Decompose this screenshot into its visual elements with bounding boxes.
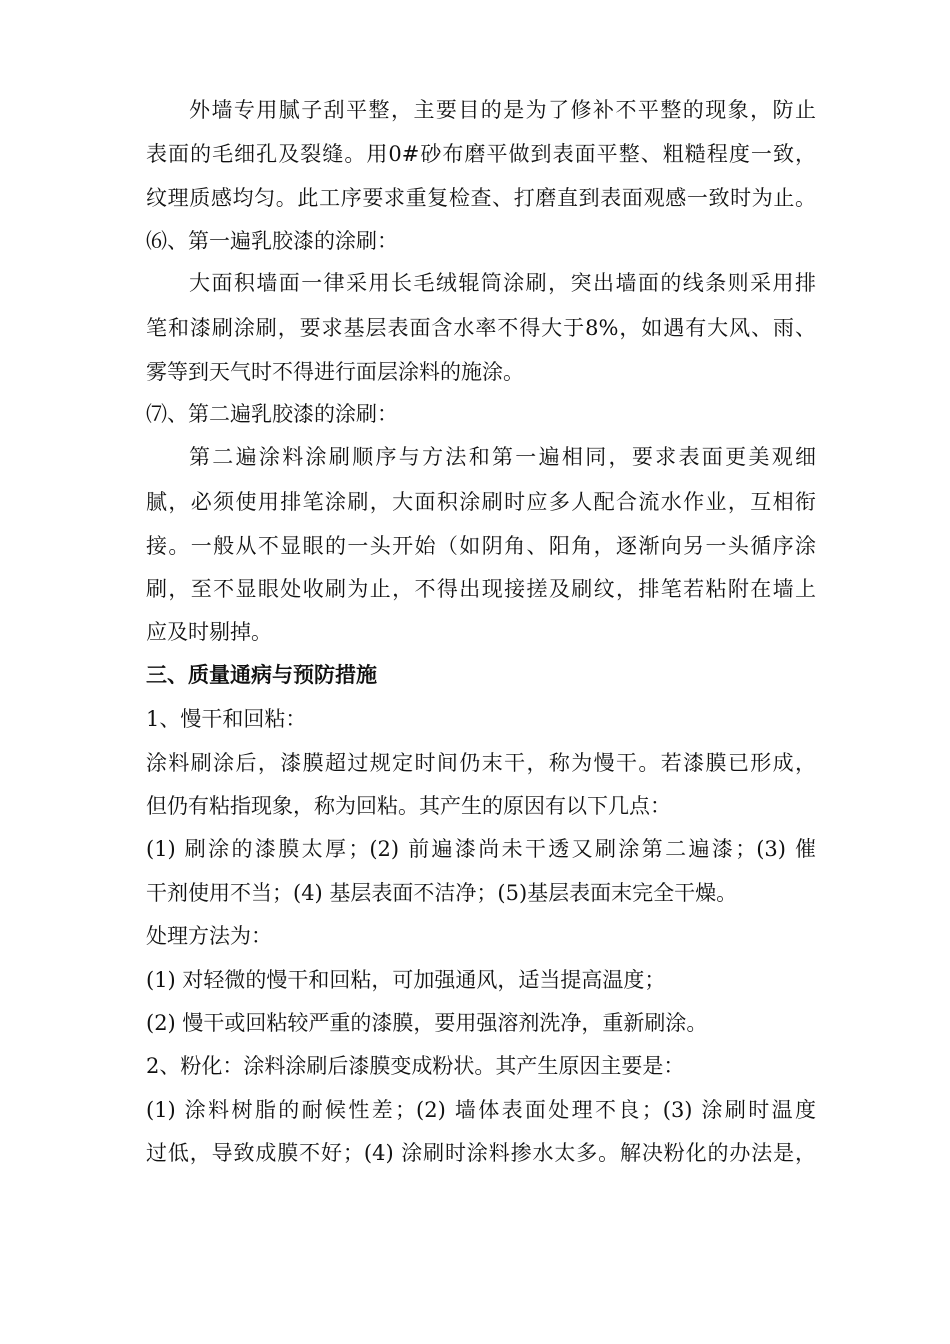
paragraph-line: 过低，导致成膜不好；(4) 涂刷时涂料掺水太多。解决粉化的办法是， — [146, 1141, 816, 1165]
paragraph-line: 表面的毛细孔及裂缝。用0#砂布磨平做到表面平整、粗糙程度一致， — [146, 142, 816, 166]
paragraph-line: (1) 涂料树脂的耐候性差；(2) 墙体表面处理不良；(3) 涂刷时温度 — [146, 1098, 816, 1122]
paragraph-line: 干剂使用不当；(4) 基层表面不洁净；(5)基层表面末完全干燥。 — [146, 881, 738, 905]
paragraph-line: 笔和漆刷涂刷，要求基层表面含水率不得大于8%，如遇有大风、雨、 — [146, 316, 816, 340]
section-heading: 三、质量通病与预防措施 — [146, 663, 377, 687]
paragraph-line: 雾等到天气时不得进行面层涂料的施涂。 — [146, 360, 524, 384]
paragraph-line: 但仍有粘指现象，称为回粘。其产生的原因有以下几点： — [146, 794, 671, 818]
paragraph-line: 处理方法为： — [146, 924, 272, 948]
paragraph-line: (2) 慢干或回粘较严重的漆膜，要用强溶剂洗净，重新刷涂。 — [146, 1011, 708, 1035]
paragraph-line: 刷，至不显眼处收刷为止，不得出现接搓及刷纹，排笔若粘附在墙上 — [146, 577, 816, 601]
paragraph-line: 应及时剔掉。 — [146, 620, 272, 644]
paragraph-line: 腻，必须使用排笔涂刷，大面积涂刷时应多人配合流水作业，互相衔 — [146, 490, 816, 514]
subsection-title: ⑺、第二遍乳胶漆的涂刷： — [146, 402, 398, 426]
paragraph-line: 接。一般从不显眼的一头开始（如阴角、阳角，逐渐向另一头循序涂 — [146, 534, 816, 558]
subsection-title: 1、慢干和回粘： — [146, 707, 307, 731]
paragraph-line: 第二遍涂料涂刷顺序与方法和第一遍相同，要求表面更美观细 — [189, 445, 816, 469]
paragraph-line: (1) 对轻微的慢干和回粘，可加强通风，适当提高温度； — [146, 968, 666, 992]
paragraph-line: (1) 刷涂的漆膜太厚；(2) 前遍漆尚未干透又刷涂第二遍漆；(3) 催 — [146, 837, 816, 861]
paragraph-line: 大面积墙面一律采用长毛绒辊筒涂刷，突出墙面的线条则采用排 — [189, 271, 816, 295]
paragraph-line: 纹理质感均匀。此工序要求重复检查、打磨直到表面观感一致时为止。 — [146, 186, 816, 210]
paragraph-line: 涂料刷涂后，漆膜超过规定时间仍末干，称为慢干。若漆膜已形成， — [146, 751, 816, 775]
subsection-title: 2、粉化：涂料涂刷后漆膜变成粉状。其产生原因主要是： — [146, 1054, 685, 1078]
paragraph-line: 外墙专用腻子刮平整，主要目的是为了修补不平整的现象，防止 — [189, 98, 816, 122]
subsection-title: ⑹、第一遍乳胶漆的涂刷： — [146, 229, 398, 253]
